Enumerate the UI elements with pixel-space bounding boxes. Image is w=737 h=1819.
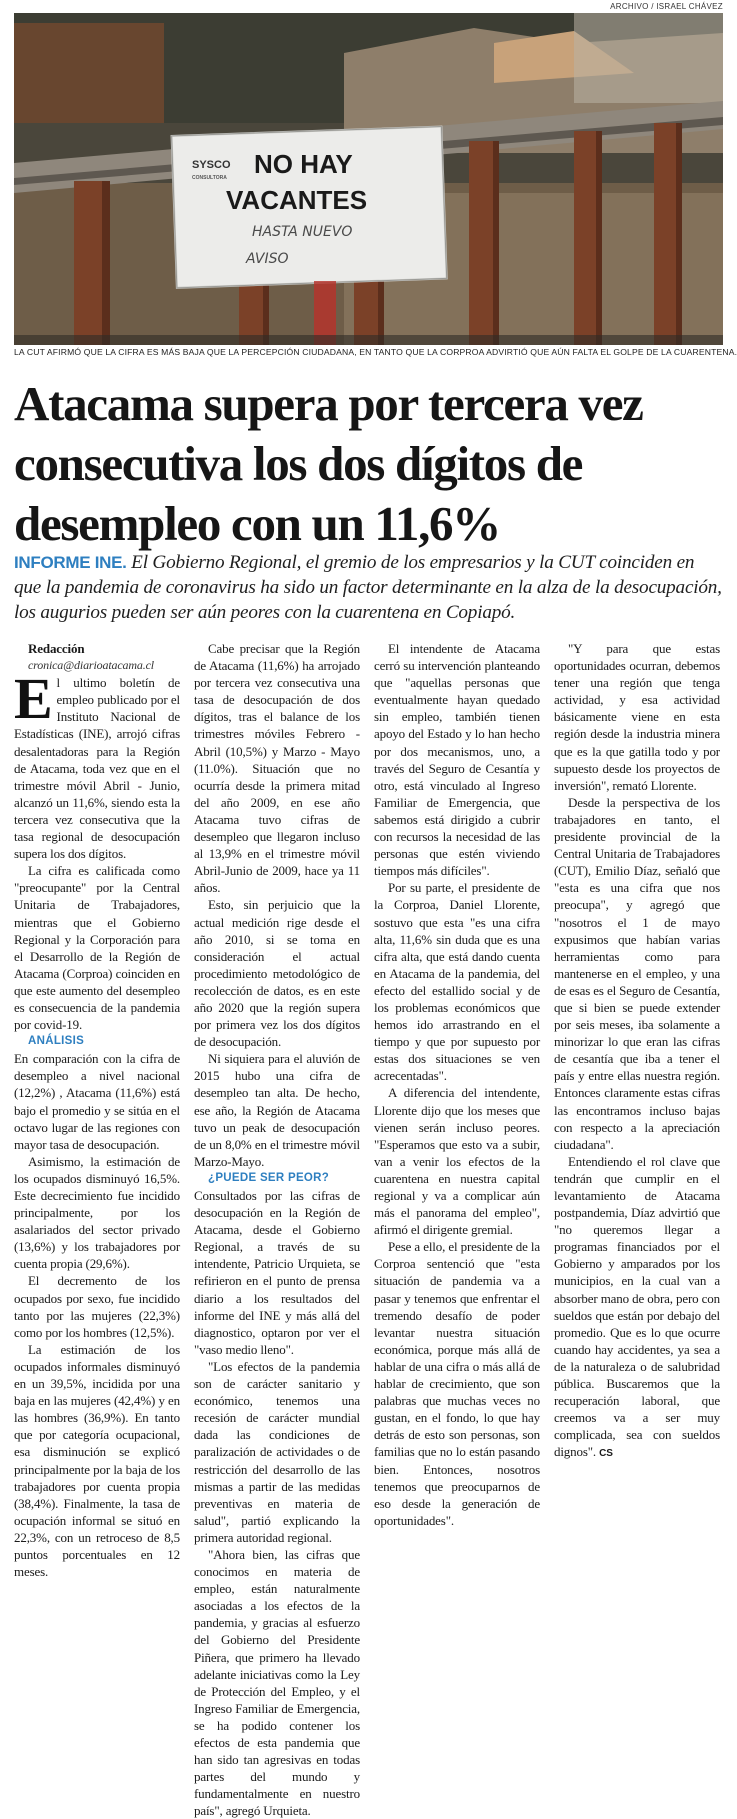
column-1 [14, 640, 180, 1595]
body-paragraph-8: Esto, sin perjuicio que la actual medición rige desde el año 2010, si se toma en consideración el actual procedimiento metodológico de recolección de datos, es en este año 2020 que la región supera por primera vez los dos dígitos de desocupación. [194, 897, 360, 1050]
sign-handwritten1: HASTA NUEVO [252, 224, 353, 240]
body-paragraph-13: El intendente de Atacama cerró su intervención planteando que "aquellas personas que eventualmente hayan quedado sin empleo, también tienen apoyo del Estado y lo han hecho por dos mecanismos, uno, a través del Seguro de Cesantía y otro, está vinculado al Ingreso Familiar de Emergencia, que sabemos está dirigido a cubrir con recursos la necesidad de las personas que estén viviendo tiempos más difíciles". [374, 641, 540, 879]
lead-text: El Gobierno Regional, el gremio de los empresarios y la CUT coinciden en que la pandemia de coronavirus ha sido un factor determinante en la alza de la desocupación, los augurios pueden ser aún peores con la cuarentena en Copiapó. [14, 552, 722, 623]
body-p19-text: Entendiendo el rol clave que tendrán que cumplir en el levantamiento de Atacama postpandemia, Díaz advirtió que "no queremos llegar a programas financiados por el Gobierno y amparados por los municipios, en la cual van a absorber mano de obra, pero con sueldos que están por debajo del promedio. Que es lo que ocurre cuando hay accidentes, ya sea a de la naturaleza o de salubridad pública. Buscaremos que la recuperación laboral, que creemos va a ser muy complicada, sea con sueldos dignos". [554, 1153, 720, 1460]
body-paragraph-18: Desde la perspectiva de los trabajadores en tanto, el presidente provincial de la Central Unitaria de Trabajadores (CUT), Emilio Díaz, señaló que "esta es una cifra que nos preocupa", y agregó que "nosotros el 1 de mayo expusimos que habían varias herramientas como para mantenerse en el empleo, y una de esas es el Seguro de Cesantía, que si bien se puede extender por seis meses, iba solamente a minorizar lo que eran las cifras de cesantía que iba a tener el país y entre ellas nuestra región. Entonces claramente estas cifras las encontramos incluso bajas con respecto a la apreciación ciudadana". [554, 794, 720, 1152]
photo-caption: LA CUT AFIRMÓ QUE LA CIFRA ES MÁS BAJA QUE LA PERCEPCIÓN CIUDADANA, EN TANTO QUE LA CORPROA ADVIRTIÓ QUE AÚN FALTA EL GOLPE DE LA CUARENTENA. [14, 347, 737, 357]
headline: Atacama supera por tercera vez consecutiva los dos dígitos de desempleo con un 11,6% [14, 376, 643, 551]
end-mark: CS [599, 1448, 613, 1460]
column-2 [194, 640, 360, 1819]
body-p1-text: l ultimo boletín de empleo publicado por el Instituto Nacional de Estadísticas (INE), arrojó cifras desalentadoras para la Región de Atacama, toda vez que en el trimestre móvil Abril - Junio, alcanzó un 11,6%, siendo esta la tercera vez consecutiva que la tasa regional de desocupación supera los dos dígitos. [14, 675, 180, 862]
body-paragraph-15: A diferencia del intendente, Llorente dijo que los meses que vienen serán incluso peores. "Esperamos que esto va a subir, van a venir los efectos de la cuarentena en nuestra capital regional y va a complicar aún más el panorama del empleo", afirmó el dirigente gremial. [374, 1085, 540, 1238]
body-paragraph-1 [14, 666, 180, 862]
body-paragraph-2: La cifra es calificada como "preocupante" por la Central Unitaria de Trabajadores, mientras que el Gobierno Regional y la Corporación para el Desarrollo de la Región de Atacama (Corproa) coinciden en que este aumento del desempleo es consecuencia de la pandemia por covid-19. [14, 863, 180, 1033]
drop-cap: E [14, 666, 53, 732]
body-paragraph-12: "Ahora bien, las cifras que conocimos en materia de empleo, están naturalmente asociadas a los efectos de la pandemia, y gracias al esfuerzo del Gobierno del Presidente Piñera, que primero ha llevado adelante iniciativas como la Ley de Protección del Empleo, y el Ingreso Familiar de Emergencia, se ha podido contener los efectos de esta pandemia que han sido tan agresivas en todas partes del mundo y fundamentalmente en nuestro país", agregó Urquieta. [194, 1546, 360, 1819]
body-paragraph-11: "Los efectos de la pandemia son de carácter sanitario y económico, tenemos una recesión de carácter mundial dada las condiciones de paralización de actividades o de restricción del desarrollo de las mismas a partir de las medidas preventivas en materia de salud", partió explicando la primera autoridad regional. [194, 1358, 360, 1545]
sign-line1: NO HAY [254, 149, 353, 179]
body-paragraph-14: Por su parte, el presidente de la Corproa, Daniel Llorente, sostuvo que esta "es una cifra alta, 11,6% sin duda que es una cifra alta, que está dando cuenta en Atacama de la pandemia, del efecto del estallido social y de los problemas económicos que hemos ido arrastrando en el tiempo y que por supuesto por estas dos situaciones se ven acrecentadas". [374, 880, 540, 1084]
photo-illustration [14, 13, 723, 345]
body-paragraph-9: Ni siquiera para el aluvión de 2015 hubo una cifra de desempleo tan alta. De hecho, ese año, la Región de Atacama tuvo un peak de desocupación de un 8,0% en el trimestre móvil Marzo-Mayo. [194, 1051, 360, 1169]
photo-credit: ARCHIVO / ISRAEL CHÁVEZ [610, 2, 723, 11]
sign-handwritten2: AVISO [246, 251, 289, 267]
body-paragraph-19 [554, 1153, 720, 1463]
body-paragraph-6: La estimación de los ocupados informales disminuyó en un 39,5%, incidida por una baja en las mujeres (42,4%) y en las hombres (36,9%). En tanto que por categoría ocupacional, esa disminución se explicó principalmente por la baja de los trabajadores por cuenta propia (38,4%). Finalmente, la tasa de ocupación informal se situó en 22,3%, con un retroceso de 8,5 puntos porcentuales en 12 meses. [14, 1341, 180, 1580]
column-4 [554, 640, 720, 1595]
lead-kicker: INFORME INE. [14, 553, 127, 572]
body-paragraph-16: Pese a ello, el presidente de la Corproa sentenció que "esta situación de pandemia va a pasar y tenemos que enfrentar el tremendo desafío de poder levantar nuestra situación económica, porque más allá de hablar de una cifra o más allá de hablar de crecimiento, que son palabras que muchas veces no gustan, en el fondo, lo que hay detrás de esto son personas, son familias que no lo están pasando bien. Entonces, nosotros tenemos que preocuparnos de eso desde la generación de oportunidades". [374, 1239, 540, 1528]
byline-author: Redacción [28, 641, 85, 656]
sign-brand: SYSCO [192, 159, 231, 171]
article-photo [14, 13, 723, 345]
body-paragraph-10: Consultados por las cifras de desocupación en la Región de Atacama, desde el Gobierno Regional, a través de su intendente, Patricio Urquieta, se refirieron en el punto de prensa diario a los resultados del informe del INE y más allá del diagnostico, optaron por ver el "vaso medio lleno". [194, 1188, 360, 1357]
body-paragraph-17: "Y para que estas oportunidades ocurran, debemos tener una región que tenga actividad, y esa actividad básicamente viene en esta región desde la industria minera que es la que gatilla todo y por supuesto desde los proyectos de inversión", remató Llorente. [554, 641, 720, 793]
body-paragraph-5: El decremento de los ocupados por sexo, fue incidido tanto por las mujeres (22,3%) como por los hombres (12,5%). [14, 1273, 180, 1340]
byline-email: cronica@diarioatacama.cl [28, 658, 154, 673]
lead-paragraph [14, 550, 723, 625]
column-3 [374, 640, 540, 1595]
body-paragraph-7: Cabe precisar que la Región de Atacama (11,6%) ha arrojado por tercera vez consecutiva una tasa de desocupación de dos dígitos, tras el balance de los trimestres móviles Febrero - Abril (10,5%) y Marzo - Mayo (11.0%). Situación que no ocurría desde la primera mitad del año 2009, en ese año Atacama tuvo cifras de desempleo que llegaron incluso al 13,9% en el trimestre móvil Abril-Junio de 2009, hace ya 11 años. [194, 641, 360, 896]
subhead-analisis: ANÁLISIS [28, 1035, 85, 1048]
sign-line2: VACANTES [226, 185, 368, 215]
body-paragraph-3: En comparación con la cifra de desempleo a nivel nacional (12,2%) , Atacama (11,6%) está bajo el promedio y se sitúa en el octavo lugar de las regiones con mayor tasa de desocupación. [14, 1051, 180, 1152]
sign-brand-sub: CONSULTORA [192, 175, 227, 181]
subhead-puede-ser-peor: ¿PUEDE SER PEOR? [208, 1171, 330, 1184]
body-paragraph-4: Asimismo, la estimación de los ocupados disminuyó 16,5%. Este decrecimiento fue incidido principalmente, por los asalariados del sector privado (13,6%) y los trabajadores por cuenta propia (29,6%). [14, 1153, 180, 1272]
